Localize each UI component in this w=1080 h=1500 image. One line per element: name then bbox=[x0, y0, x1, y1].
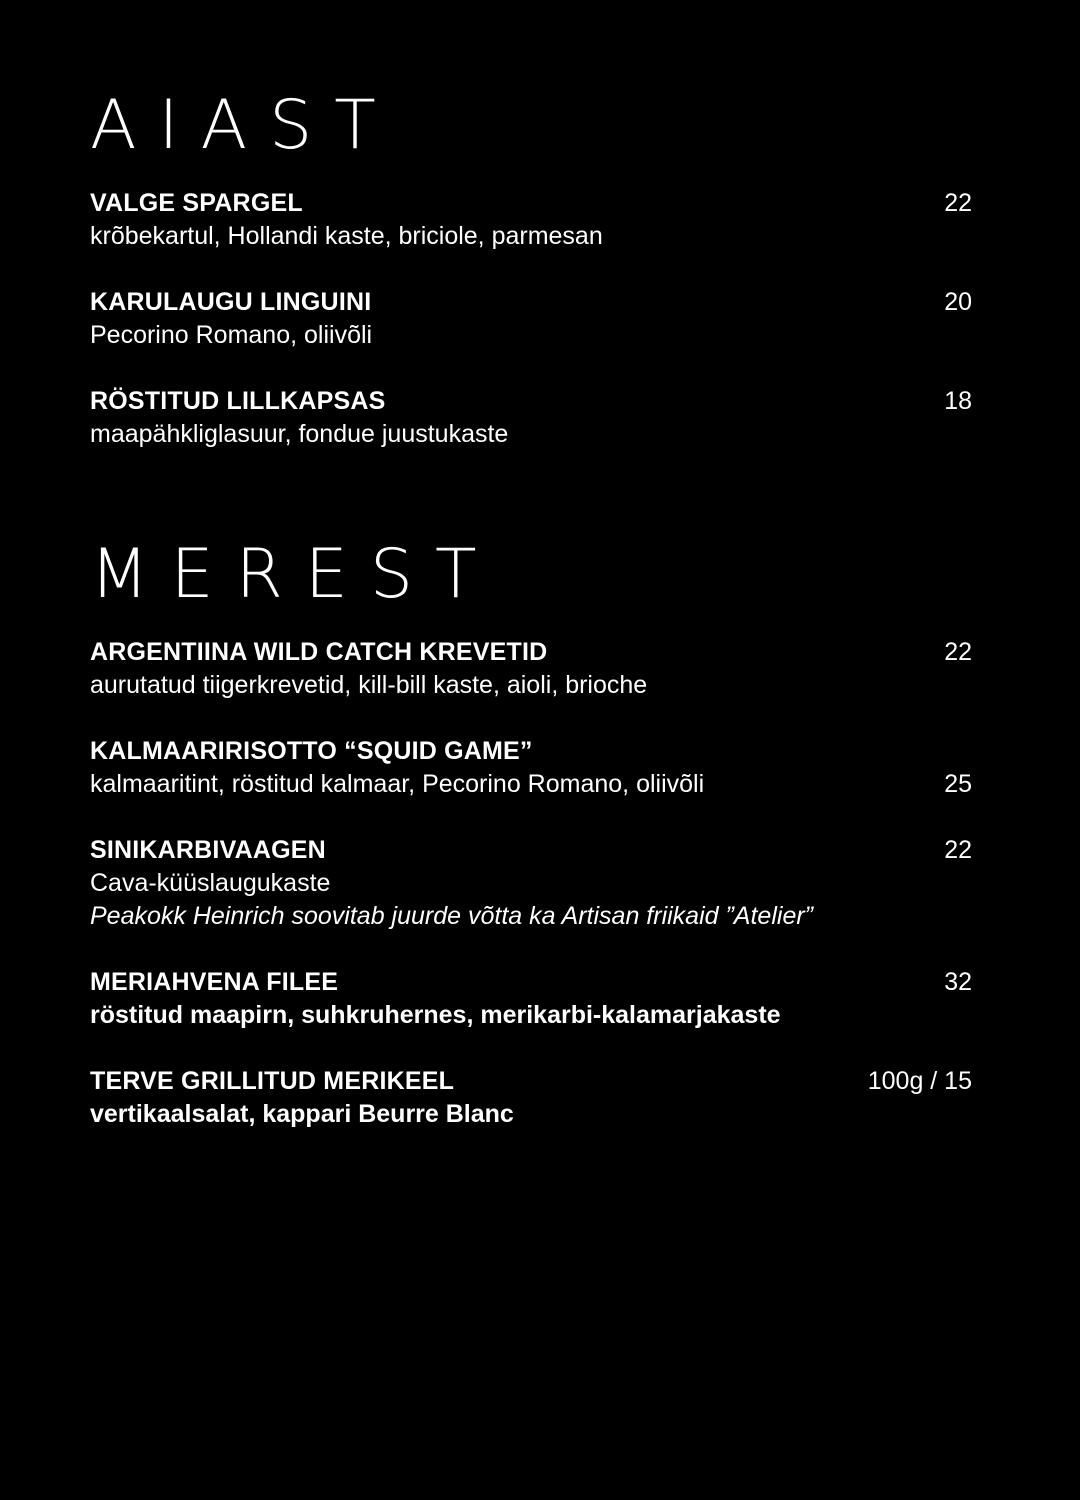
item-price: 25 bbox=[944, 770, 972, 798]
menu-item-valge-spargel bbox=[90, 187, 972, 253]
menu-item-kalmaaririsotto bbox=[90, 735, 972, 801]
menu-item-meriahvena-filee bbox=[90, 966, 972, 1032]
item-description: röstitud maapirn, suhkruhernes, merikarbi-kalamarjakaste bbox=[90, 1001, 781, 1029]
item-name: MERIAHVENA FILEE bbox=[90, 968, 339, 996]
chef-recommendation-note: Peakokk Heinrich soovitab juurde võtta ka Artisan friikaid ”Atelier” bbox=[90, 902, 813, 930]
menu-item-sinikarbivaagen bbox=[90, 834, 972, 933]
item-price: 22 bbox=[944, 836, 972, 864]
item-name: KALMAARIRISOTTO “SQUID GAME” bbox=[90, 737, 533, 765]
menu-page bbox=[90, 0, 972, 1500]
item-price: 18 bbox=[944, 387, 972, 415]
item-description: aurutatud tiigerkrevetid, kill-bill kaste, aioli, brioche bbox=[90, 671, 648, 699]
item-description: kalmaaritint, röstitud kalmaar, Pecorino Romano, oliivõli bbox=[90, 770, 705, 798]
item-name: VALGE SPARGEL bbox=[90, 189, 303, 217]
item-price: 32 bbox=[944, 968, 972, 996]
menu-item-rostitud-lillkapsas bbox=[90, 385, 972, 451]
item-price: 100g / 15 bbox=[867, 1067, 972, 1095]
item-name: KARULAUGU LINGUINI bbox=[90, 288, 372, 316]
menu-item-karulaugu-linguini bbox=[90, 286, 972, 352]
item-name: RÖSTITUD LILLKAPSAS bbox=[90, 387, 386, 415]
section-title-merest: MEREST bbox=[90, 535, 499, 614]
item-name: ARGENTIINA WILD CATCH KREVETID bbox=[90, 638, 548, 666]
item-description: krõbekartul, Hollandi kaste, briciole, parmesan bbox=[90, 222, 603, 250]
item-name: SINIKARBIVAAGEN bbox=[90, 836, 326, 864]
menu-item-argentiina-krevetid bbox=[90, 636, 972, 702]
item-description: Pecorino Romano, oliivõli bbox=[90, 321, 373, 349]
menu-item-terve-grillitud-merikeel bbox=[90, 1065, 972, 1131]
item-description: vertikaalsalat, kappari Beurre Blanc bbox=[90, 1100, 514, 1128]
item-name: TERVE GRILLITUD MERIKEEL bbox=[90, 1067, 455, 1095]
item-price: 22 bbox=[944, 638, 972, 666]
item-price: 20 bbox=[944, 288, 972, 316]
item-description: maapähkliglasuur, fondue juustukaste bbox=[90, 420, 509, 448]
item-description: Cava-küüslaugukaste bbox=[90, 869, 331, 897]
section-title-aiast: AIAST bbox=[90, 86, 398, 165]
item-price: 22 bbox=[944, 189, 972, 217]
